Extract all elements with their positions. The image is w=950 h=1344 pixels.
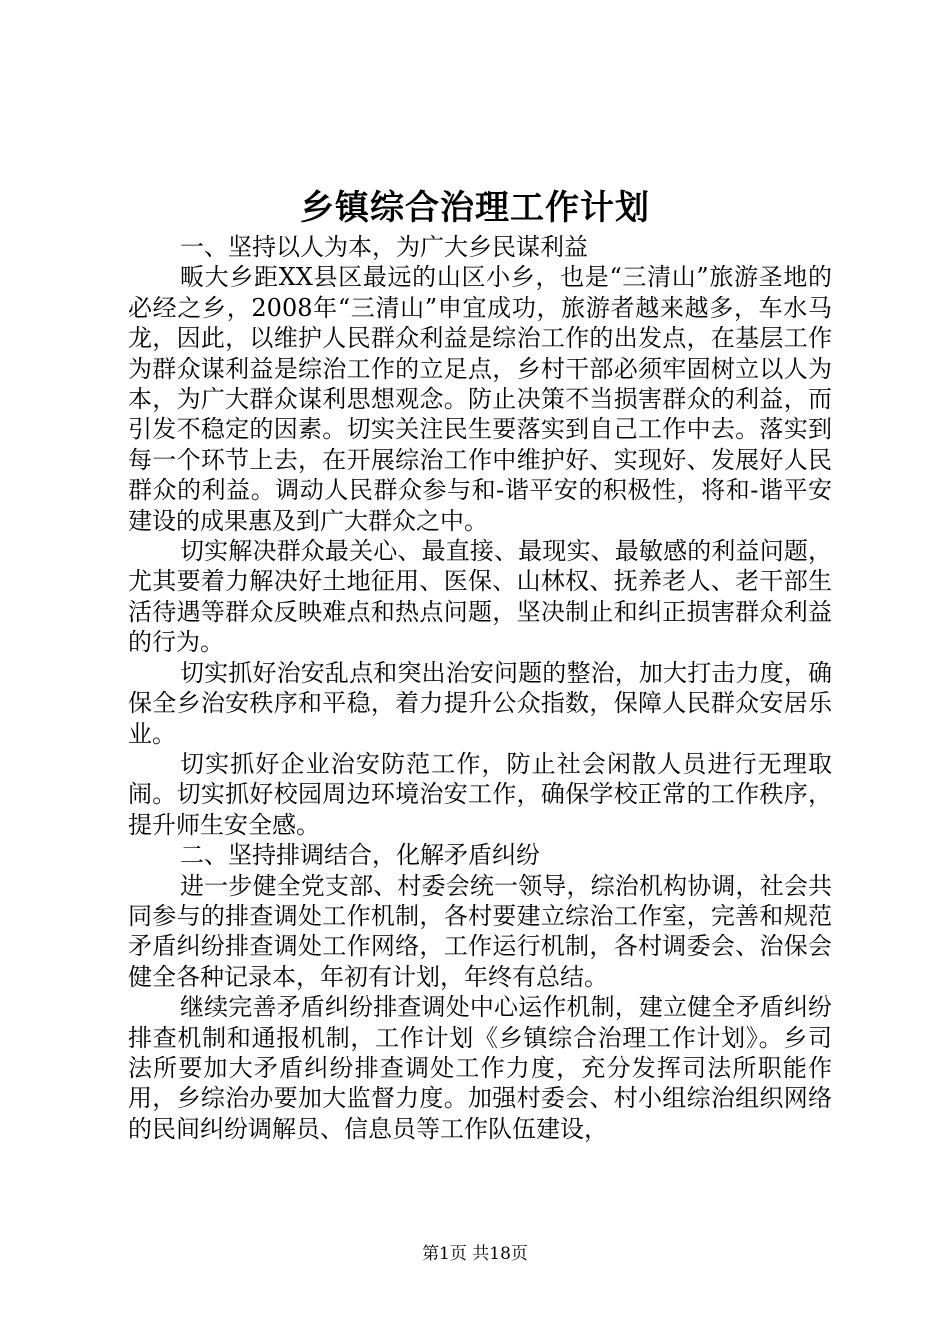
- document-title: 乡镇综合治理工作计划: [300, 188, 650, 228]
- paragraph: 继续完善矛盾纠纷排查调处中心运作机制，建立健全矛盾纠纷排查机制和通报机制，工作计划《乡镇综合治理工作计划》。乡司法所要加大矛盾纠纷排查调处工作力度，充分发挥司法所职能作用，乡综治办要加大监督力度。加强村委会、村小组综治组织网络的民间纠纷调解员、信息员等工作队伍建设，: [128, 993, 832, 1143]
- section-heading: 二、坚持排调结合，化解矛盾纠纷: [180, 841, 540, 870]
- paragraph: 切实抓好企业治安防范工作，防止社会闲散人员进行无理取闹。切实抓好校园周边环境治安工作，确保学校正常的工作秩序，提升师生安全感。: [128, 749, 832, 839]
- page-number-footer: 第1页 共18页: [422, 1244, 528, 1264]
- section-heading: 一、坚持以人为本，为广大乡民谋利益: [180, 233, 588, 261]
- paragraph: 进一步健全党支部、村委会统一领导，综治机构协调，社会共同参与的排查调处工作机制，各村要建立综治工作室，完善和规范矛盾纠纷排查调处工作网络，工作运行机制，各村调委会、治保会健全各种记录本，年初有计划，年终有总结。: [128, 871, 832, 991]
- paragraph: 切实抓好治安乱点和突出治安问题的整治，加大打击力度，确保全乡治安秩序和平稳，着力提升公众指数，保障人民群众安居乐业。: [128, 658, 832, 748]
- paragraph: 切实解决群众最关心、最直接、最现实、最敏感的利益问题，尤其要着力解决好土地征用、医保、山林权、抚养老人、老干部生活待遇等群众反映难点和热点问题，坚决制止和纠正损害群众利益的行为。: [128, 537, 832, 657]
- paragraph: 畈大乡距XX县区最远的山区小乡，也是“三清山”旅游圣地的必经之乡，2008年“三清山”申宜成功，旅游者越来越多，车水马龙，因此，以维护人民群众利益是综治工作的出发点，在基层工作为群众谋利益是综治工作的立足点，乡村干部必须牢固树立以人为本，为广大群众谋利思想观念。防止决策不当损害群众的利益，而引发不稳定的因素。切实关注民生要落实到自己工作中去。落实到每一个环节上去，在开展综治工作中维护好、实现好、发展好人民群众的利益。调动人民群众参与和-谐平安的积极性，将和-谐平安建设的成果惠及到广大群众之中。: [128, 263, 832, 535]
- document-body: [128, 232, 832, 1144]
